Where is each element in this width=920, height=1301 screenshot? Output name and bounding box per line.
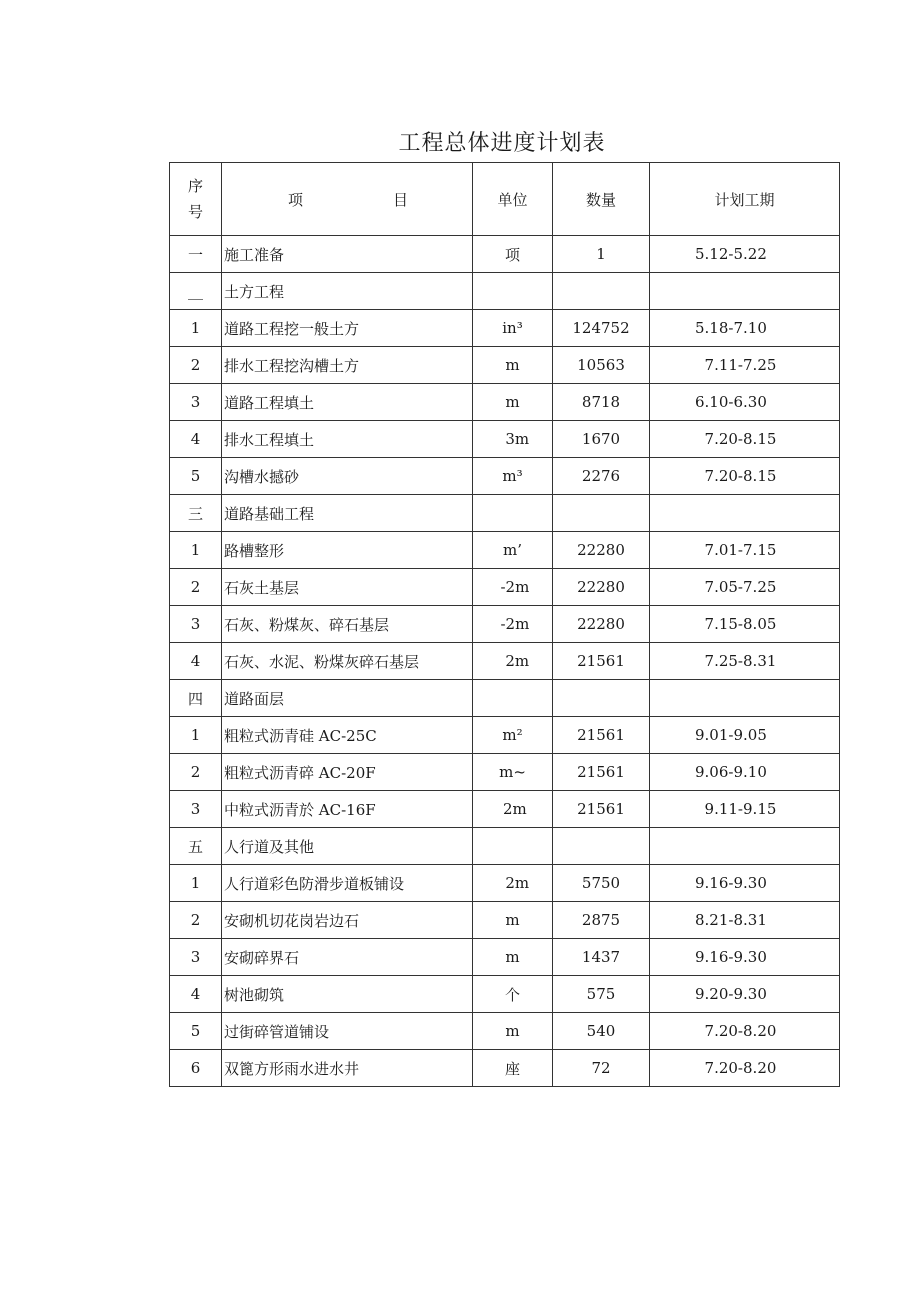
page-title: 工程总体进度计划表 [398, 131, 606, 156]
row-qty [553, 495, 650, 532]
header-unit: 单位 [473, 163, 553, 236]
header-period: 计划工期 [650, 163, 840, 236]
row-seq: 1 [170, 532, 222, 569]
row-seq: __ [170, 273, 222, 310]
table-row [170, 828, 840, 865]
header-item-right: 目 [393, 190, 409, 209]
row-period: 7.20-8.15 [650, 421, 840, 458]
row-period: 7.15-8.05 [650, 606, 840, 643]
row-unit: -2m [473, 606, 553, 643]
row-item: 粗粒式沥青碎 AC-20F [222, 754, 473, 791]
row-unit [473, 495, 553, 532]
table-row [170, 643, 840, 680]
table-row [170, 680, 840, 717]
row-item: 排水工程挖沟槽土方 [222, 347, 473, 384]
row-seq: 五 [170, 828, 222, 865]
table-row [170, 421, 840, 458]
row-unit: 2m [473, 865, 553, 902]
row-period: 5.12-5.22 [650, 236, 840, 273]
row-seq: 一 [170, 236, 222, 273]
row-unit: 项 [473, 236, 553, 273]
row-seq: 1 [170, 717, 222, 754]
schedule-table [169, 162, 840, 1087]
row-qty: 22280 [553, 606, 650, 643]
row-unit: 2m [473, 791, 553, 828]
row-item: 树池砌筑 [222, 976, 473, 1013]
row-item: 石灰、粉煤灰、碎石基层 [222, 606, 473, 643]
row-unit: 3m [473, 421, 553, 458]
table-row [170, 902, 840, 939]
row-seq: 3 [170, 791, 222, 828]
row-qty [553, 273, 650, 310]
table-header [170, 163, 840, 236]
row-period: 9.20-9.30 [650, 976, 840, 1013]
row-period: 9.01-9.05 [650, 717, 840, 754]
table-row [170, 458, 840, 495]
row-qty [553, 828, 650, 865]
table-row [170, 236, 840, 273]
table-row [170, 273, 840, 310]
table-body [170, 236, 840, 1087]
row-qty: 1 [553, 236, 650, 273]
row-item: 粗粒式沥青硅 AC-25C [222, 717, 473, 754]
row-qty: 1437 [553, 939, 650, 976]
row-qty: 10563 [553, 347, 650, 384]
row-unit: m [473, 939, 553, 976]
row-qty: 72 [553, 1050, 650, 1087]
row-period: 7.25-8.31 [650, 643, 840, 680]
row-qty: 2276 [553, 458, 650, 495]
row-qty: 21561 [553, 754, 650, 791]
row-item: 道路工程填土 [222, 384, 473, 421]
row-item: 人行道彩色防滑步道板铺设 [222, 865, 473, 902]
row-seq: 1 [170, 865, 222, 902]
row-item: 道路面层 [222, 680, 473, 717]
row-unit: 个 [473, 976, 553, 1013]
row-period: 7.20-8.20 [650, 1050, 840, 1087]
table-row [170, 606, 840, 643]
row-unit [473, 273, 553, 310]
row-item: 人行道及其他 [222, 828, 473, 865]
row-qty: 21561 [553, 643, 650, 680]
row-seq: 3 [170, 384, 222, 421]
row-unit: in³ [473, 310, 553, 347]
row-unit: m [473, 347, 553, 384]
row-qty: 21561 [553, 717, 650, 754]
row-seq: 5 [170, 1013, 222, 1050]
header-item [222, 163, 473, 236]
table-row [170, 939, 840, 976]
row-qty: 2875 [553, 902, 650, 939]
row-period [650, 680, 840, 717]
row-unit: m’ [473, 532, 553, 569]
table-row [170, 717, 840, 754]
row-seq: 5 [170, 458, 222, 495]
row-seq: 4 [170, 976, 222, 1013]
row-item: 道路基础工程 [222, 495, 473, 532]
row-seq: 2 [170, 569, 222, 606]
row-period: 5.18-7.10 [650, 310, 840, 347]
row-item: 路槽整形 [222, 532, 473, 569]
table-row [170, 569, 840, 606]
row-period: 8.21-8.31 [650, 902, 840, 939]
row-seq: 1 [170, 310, 222, 347]
row-seq: 6 [170, 1050, 222, 1087]
header-qty: 数量 [553, 163, 650, 236]
row-item: 排水工程填土 [222, 421, 473, 458]
row-unit: m [473, 384, 553, 421]
row-qty: 124752 [553, 310, 650, 347]
row-item: 安砌碎界石 [222, 939, 473, 976]
header-seq-line1: 序 [187, 177, 203, 195]
row-qty: 1670 [553, 421, 650, 458]
row-item: 过街碎管道铺设 [222, 1013, 473, 1050]
row-item: 中粒式沥青於 AC-16F [222, 791, 473, 828]
row-period: 9.16-9.30 [650, 939, 840, 976]
row-unit: m³ [473, 458, 553, 495]
row-seq: 2 [170, 754, 222, 791]
row-item: 安砌机切花岗岩边石 [222, 902, 473, 939]
row-qty: 22280 [553, 532, 650, 569]
row-unit: 座 [473, 1050, 553, 1087]
row-period: 9.11-9.15 [650, 791, 840, 828]
row-period [650, 828, 840, 865]
row-unit [473, 828, 553, 865]
table-row [170, 976, 840, 1013]
table-row [170, 754, 840, 791]
row-qty: 540 [553, 1013, 650, 1050]
row-item: 沟槽水撼砂 [222, 458, 473, 495]
row-seq: 4 [170, 643, 222, 680]
row-qty: 21561 [553, 791, 650, 828]
table-row [170, 1050, 840, 1087]
table-row [170, 532, 840, 569]
row-item: 石灰、水泥、粉煤灰碎石基层 [222, 643, 473, 680]
row-qty: 5750 [553, 865, 650, 902]
row-item: 双篦方形雨水进水井 [222, 1050, 473, 1087]
table-row [170, 347, 840, 384]
row-item: 施工准备 [222, 236, 473, 273]
row-seq: 2 [170, 902, 222, 939]
table-row [170, 1013, 840, 1050]
table-row [170, 865, 840, 902]
header-item-left: 项 [287, 190, 303, 209]
row-unit [473, 680, 553, 717]
table-row [170, 310, 840, 347]
row-unit: m² [473, 717, 553, 754]
table-row [170, 384, 840, 421]
row-period: 7.01-7.15 [650, 532, 840, 569]
row-period: 7.05-7.25 [650, 569, 840, 606]
row-item: 道路工程挖一般土方 [222, 310, 473, 347]
row-unit: m [473, 902, 553, 939]
row-qty: 22280 [553, 569, 650, 606]
row-period [650, 273, 840, 310]
header-seq [170, 163, 222, 236]
row-qty [553, 680, 650, 717]
row-period: 9.16-9.30 [650, 865, 840, 902]
row-seq: 三 [170, 495, 222, 532]
row-period: 7.20-8.20 [650, 1013, 840, 1050]
row-seq: 2 [170, 347, 222, 384]
row-qty: 575 [553, 976, 650, 1013]
header-row [170, 163, 840, 236]
row-seq: 3 [170, 939, 222, 976]
row-period: 7.20-8.15 [650, 458, 840, 495]
row-seq: 3 [170, 606, 222, 643]
row-unit: -2m [473, 569, 553, 606]
header-seq-line2: 号 [187, 203, 203, 221]
row-unit: 2m [473, 643, 553, 680]
row-unit: m~ [473, 754, 553, 791]
row-period: 9.06-9.10 [650, 754, 840, 791]
row-period [650, 495, 840, 532]
row-unit: m [473, 1013, 553, 1050]
row-item: 土方工程 [222, 273, 473, 310]
table-row [170, 791, 840, 828]
row-period: 7.11-7.25 [650, 347, 840, 384]
row-item: 石灰土基层 [222, 569, 473, 606]
row-seq: 四 [170, 680, 222, 717]
row-seq: 4 [170, 421, 222, 458]
row-qty: 8718 [553, 384, 650, 421]
table-row [170, 495, 840, 532]
row-period: 6.10-6.30 [650, 384, 840, 421]
